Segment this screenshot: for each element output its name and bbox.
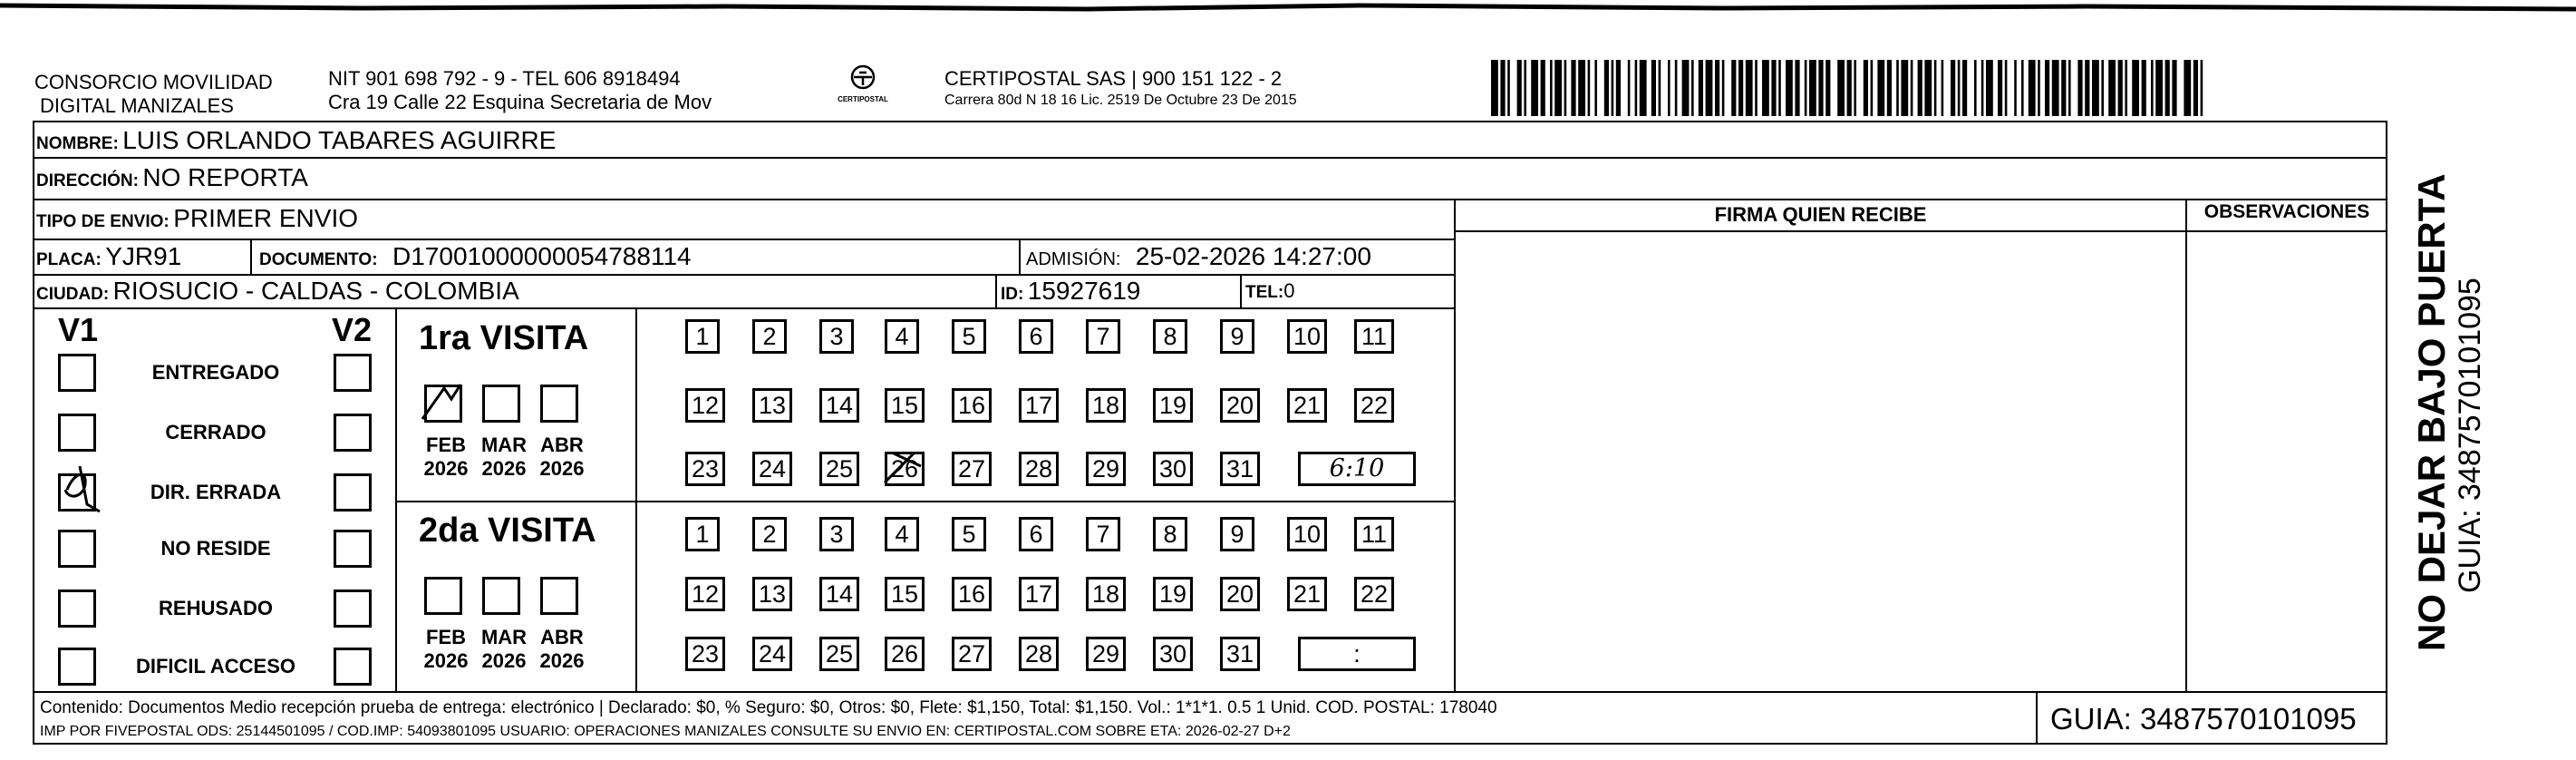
day-box[interactable]: 7 [1086, 517, 1120, 551]
barcode-bar [1958, 60, 1961, 116]
day-box[interactable]: 29 [1086, 637, 1126, 671]
barcode-bar [2184, 60, 2191, 116]
day-box[interactable]: 1 [685, 319, 720, 354]
first-visit-title: 1ra VISITA [419, 319, 589, 357]
v1-checkbox[interactable] [58, 414, 96, 452]
day-box[interactable]: 30 [1153, 637, 1193, 671]
barcode-bar [2077, 60, 2082, 116]
admision-cell: ADMISIÓN: 25-02-2026 14:27:00 [1026, 242, 1371, 270]
barcode-bar [1524, 60, 1526, 116]
day-box[interactable]: 11 [1354, 319, 1394, 354]
day-box[interactable]: 6 [1019, 319, 1053, 354]
sender-info: NIT 901 698 792 - 9 - TEL 606 8918494 Cra 19 Calle 22 Esquina Secretaria de Mov [328, 67, 712, 113]
day-box[interactable]: 23 [685, 637, 725, 671]
side-text [2411, 143, 2487, 651]
day-box[interactable]: 7 [1086, 319, 1120, 354]
month-label: ABR [540, 626, 584, 648]
barcode-bar [1825, 60, 1830, 116]
day-box[interactable]: 31 [1220, 637, 1260, 671]
barcode-bar [2193, 60, 2198, 116]
day-box[interactable]: 16 [952, 388, 992, 423]
day-box[interactable]: 6 [1019, 517, 1053, 551]
barcode-bar [1896, 60, 1899, 116]
documento-cell: DOCUMENTO: D17001000000054788114 [259, 242, 692, 270]
day-box[interactable]: 2 [752, 319, 787, 354]
month-label: MAR [480, 434, 528, 456]
documento-value: D17001000000054788114 [392, 242, 692, 270]
day-box[interactable]: 9 [1220, 319, 1254, 354]
barcode-bar [1682, 60, 1690, 116]
barcode-bar [1786, 60, 1793, 116]
barcode-bar [2132, 60, 2139, 116]
barcode-bar [1491, 60, 1498, 116]
status-option-label: DIFICIL ACCESO [135, 655, 295, 677]
barcode-bar [1571, 60, 1575, 116]
barcode-bar [1550, 60, 1553, 116]
barcode-bar [1731, 60, 1736, 116]
barcode-bar [1588, 60, 1591, 116]
direccion-row: DIRECCIÓN: NO REPORTA [36, 163, 308, 191]
ciudad-cell: CIUDAD: RIOSUCIO - CALDAS - COLOMBIA [36, 277, 519, 305]
day-box[interactable]: 28 [1019, 452, 1059, 486]
status-option-label: DIR. ERRADA [150, 481, 282, 503]
day-box[interactable]: 3 [819, 517, 854, 551]
tel-value: 0 [1283, 279, 1295, 302]
day-box[interactable]: 8 [1153, 517, 1187, 551]
v2-checkbox[interactable] [334, 473, 372, 512]
day-box[interactable]: 17 [1019, 388, 1059, 423]
id-value: 15927619 [1027, 277, 1141, 305]
day-box[interactable]: 13 [752, 388, 792, 423]
day-box[interactable]: 22 [1354, 388, 1394, 423]
barcode-bar [1640, 60, 1647, 116]
day-box[interactable]: 12 [685, 577, 725, 611]
barcode-bar [2068, 60, 2071, 116]
v2-label: V2 [332, 311, 373, 348]
day-box[interactable]: 10 [1287, 517, 1327, 551]
barcode-bar [1981, 60, 1984, 116]
barcode-bar [1962, 60, 1967, 116]
year-label: 2026 [423, 649, 469, 672]
day-box[interactable]: 19 [1153, 577, 1193, 611]
courier-info: CERTIPOSTAL SAS | 900 151 122 - 2 Carrera 80d N 18 16 Lic. 2519 De Octubre 23 De 2015 [944, 67, 1297, 108]
barcode-bar [1998, 60, 2002, 116]
barcode-bar [1778, 60, 1781, 116]
day-box[interactable]: 26 [885, 452, 925, 486]
day-box[interactable]: 10 [1287, 319, 1327, 354]
barcode-bar [1628, 60, 1631, 116]
barcode-bar [1901, 60, 1908, 116]
day-box[interactable]: 13 [752, 577, 792, 611]
barcode-bar [2021, 60, 2024, 116]
no-dejar-warning: NO DEJAR BAJO PUERTA [2410, 173, 2453, 651]
barcode-bar [1762, 60, 1769, 116]
barcode-bar [2125, 60, 2127, 116]
barcode-bar [1500, 60, 1505, 116]
month-checkbox[interactable] [424, 577, 462, 615]
barcode-bar [2172, 60, 2176, 116]
barcode-bar [2005, 60, 2008, 116]
day-box[interactable]: 30 [1153, 452, 1193, 486]
barcode-bar [2142, 60, 2146, 116]
torn-edge [0, 0, 2576, 18]
barcode-bar [1715, 60, 1719, 116]
certipostal-logo: CERTIPOSTAL [832, 63, 894, 118]
v2-checkbox[interactable] [334, 648, 372, 686]
v2-checkbox[interactable] [334, 530, 372, 568]
year-label: 2026 [539, 649, 585, 672]
v1-checkbox[interactable] [58, 530, 96, 568]
barcode-bar [1847, 60, 1852, 116]
day-box[interactable]: 2 [752, 517, 787, 551]
second-visit-title: 2da VISITA [419, 512, 596, 550]
barcode-bar [2045, 60, 2049, 116]
barcode-bar [2155, 60, 2163, 116]
month-label: MAR [480, 626, 528, 648]
day-box[interactable]: 20 [1220, 577, 1260, 611]
barcode-bar [1517, 60, 1522, 116]
month-checkbox[interactable] [424, 385, 462, 423]
time-box[interactable]: 6:10 [1298, 452, 1416, 486]
year-label: 2026 [481, 649, 527, 672]
tipo-envio-value: PRIMER ENVIO [173, 204, 359, 232]
day-box[interactable]: 31 [1220, 452, 1260, 486]
day-box[interactable]: 27 [952, 637, 992, 671]
barcode-bar [1795, 60, 1799, 116]
day-box[interactable]: 23 [685, 452, 725, 486]
barcode-bar [1746, 60, 1753, 116]
day-box[interactable]: 21 [1287, 577, 1327, 611]
day-box[interactable]: 18 [1086, 388, 1126, 423]
barcode-bar [1837, 60, 1845, 116]
day-box[interactable]: 22 [1354, 577, 1394, 611]
barcode-bar [2085, 60, 2089, 116]
month-checkbox[interactable] [540, 385, 578, 423]
day-box[interactable]: 17 [1019, 577, 1059, 611]
month-checkbox[interactable] [482, 577, 520, 615]
id-cell: ID: 15927619 [1001, 277, 1141, 305]
barcode-bar [2029, 60, 2036, 116]
barcode-bar [2052, 60, 2059, 116]
barcode-bar [2014, 60, 2017, 116]
day-box[interactable]: 4 [885, 517, 919, 551]
ciudad-value: RIOSUCIO - CALDAS - COLOMBIA [112, 277, 519, 305]
barcode-bar [2165, 60, 2170, 116]
observaciones-header: OBSERVACIONES [2203, 201, 2370, 222]
day-box[interactable]: 21 [1287, 388, 1327, 423]
barcode-bar [2061, 60, 2066, 116]
v2-checkbox[interactable] [334, 354, 372, 392]
barcode-bar [2108, 60, 2116, 116]
barcode-bar [1531, 60, 1538, 116]
v1-checkbox[interactable] [58, 473, 96, 512]
barcode-bar [1612, 60, 1614, 116]
v1-checkbox[interactable] [58, 648, 96, 686]
barcode-bar [2201, 60, 2203, 116]
day-box[interactable]: 1 [685, 517, 720, 551]
v1-checkbox[interactable] [58, 589, 96, 628]
barcode-bar [1594, 60, 1597, 116]
firma-header: FIRMA QUIEN RECIBE [1714, 203, 1927, 226]
status-option-label: CERRADO [165, 421, 266, 443]
barcode-bar [1755, 60, 1758, 116]
barcode-bar [1942, 60, 1944, 116]
day-box[interactable]: 16 [952, 577, 992, 611]
day-box[interactable]: 12 [685, 388, 725, 423]
month-checkbox[interactable] [540, 577, 578, 615]
barcode-bar [1541, 60, 1545, 116]
barcode-bar [1691, 60, 1694, 116]
barcode-bar [2092, 60, 2099, 116]
observaciones-area[interactable] [2189, 234, 2385, 687]
sender-name: CONSORCIO MOVILIDAD DIGITAL MANIZALES [34, 71, 273, 117]
barcode-bar [1554, 60, 1562, 116]
year-label: 2026 [539, 457, 585, 480]
barcode-bar [1722, 60, 1725, 116]
barcode-bar [1934, 60, 1937, 116]
barcode-bar [1659, 60, 1661, 116]
barcode-bar [1918, 60, 1922, 116]
barcode-bar [1651, 60, 1656, 116]
footer-guia: GUIA: 3487570101095 [2050, 702, 2357, 736]
barcode-bar [1635, 60, 1638, 116]
barcode-bar [1616, 60, 1621, 116]
barcode-bar [1675, 60, 1678, 116]
day-box[interactable]: 27 [952, 452, 992, 486]
barcode-bar [1507, 60, 1510, 116]
barcode-bar [1771, 60, 1776, 116]
tipo-envio-row: TIPO DE ENVIO: PRIMER ENVIO [36, 204, 359, 232]
barcode-bar [1809, 60, 1816, 116]
day-box[interactable]: 9 [1220, 517, 1254, 551]
barcode-bar [2038, 60, 2040, 116]
barcode-bar [1738, 60, 1743, 116]
barcode-bar [1604, 60, 1609, 116]
day-box[interactable]: 3 [819, 319, 854, 354]
barcode-bar [1854, 60, 1856, 116]
barcode-bar [1864, 60, 1868, 116]
logo-icon [849, 63, 876, 91]
day-box[interactable]: 20 [1220, 388, 1260, 423]
barcode-bar [1818, 60, 1823, 116]
nombre-row: NOMBRE: LUIS ORLANDO TABARES AGUIRRE [36, 126, 557, 154]
day-box[interactable]: 14 [819, 577, 859, 611]
footer-imp: IMP POR FIVEPOSTAL ODS: 25144501095 / COD.IMP: 54093801095 USUARIO: OPERACIONES MANIZALES CONSULTE SU ENVIO EN: CERTIPOSTAL.COM SOBRE ETA: 2026-02-27 D+2 [40, 724, 1291, 739]
barcode-bar [1974, 60, 1977, 116]
barcode [1491, 60, 2207, 116]
barcode-bar [1668, 60, 1671, 116]
barcode-bar [1911, 60, 1913, 116]
barcode-bar [1887, 60, 1892, 116]
day-box[interactable]: 11 [1354, 517, 1394, 551]
barcode-bar [1578, 60, 1585, 116]
day-box[interactable]: 4 [885, 319, 919, 354]
barcode-bar [1877, 60, 1884, 116]
v1-label: V1 [58, 311, 99, 348]
barcode-bar [1871, 60, 1874, 116]
v2-checkbox[interactable] [334, 589, 372, 628]
day-box[interactable]: 25 [819, 637, 859, 671]
day-box[interactable]: 15 [885, 388, 925, 423]
day-box[interactable]: 26 [885, 637, 925, 671]
time-box[interactable]: : [1298, 637, 1416, 671]
month-label: ABR [540, 434, 584, 456]
year-label: 2026 [423, 457, 469, 480]
day-box[interactable]: 29 [1086, 452, 1126, 486]
side-guia: GUIA: 3487570101095 [2453, 278, 2487, 593]
day-box[interactable]: 18 [1086, 577, 1126, 611]
day-box[interactable]: 15 [885, 577, 925, 611]
day-box[interactable]: 19 [1153, 388, 1193, 423]
direccion-value: NO REPORTA [142, 163, 308, 191]
month-checkbox[interactable] [482, 385, 520, 423]
day-box[interactable]: 8 [1153, 319, 1187, 354]
barcode-bar [1924, 60, 1932, 116]
status-option-label: ENTREGADO [151, 361, 280, 384]
barcode-bar [1986, 60, 1993, 116]
barcode-bar [1564, 60, 1567, 116]
tel-cell: TEL:0 [1245, 279, 1295, 302]
day-box[interactable]: 14 [819, 388, 859, 423]
v2-checkbox[interactable] [334, 414, 372, 452]
barcode-bar [2101, 60, 2104, 116]
month-label: FEB [426, 434, 466, 456]
signature-area[interactable] [1457, 234, 2183, 687]
barcode-bar [2151, 60, 2154, 116]
admision-value: 25-02-2026 14:27:00 [1135, 242, 1371, 270]
year-label: 2026 [481, 457, 527, 480]
day-box[interactable]: 28 [1019, 637, 1059, 671]
barcode-bar [1699, 60, 1703, 116]
placa-value: YJR91 [105, 242, 182, 270]
v1-checkbox[interactable] [58, 354, 96, 392]
footer-contenido: Contenido: Documentos Medio recepción prueba de entrega: electrónico | Declarado: $0, % Seguro: $0, Otros: $0, Flete: $1,150, Total: $1,150. Vol.: 1*1*1. 0.5 1 Unid. COD. POSTAL: 178040 [40, 698, 1497, 717]
day-box[interactable]: 5 [952, 517, 986, 551]
status-option-label: NO RESIDE [160, 537, 271, 560]
day-box[interactable]: 5 [952, 319, 986, 354]
status-option-label: REHUSADO [159, 597, 273, 619]
barcode-bar [1805, 60, 1807, 116]
month-label: FEB [426, 626, 466, 648]
day-box[interactable]: 24 [752, 452, 792, 486]
barcode-bar [2118, 60, 2123, 116]
day-box[interactable]: 24 [752, 637, 792, 671]
nombre-value: LUIS ORLANDO TABARES AGUIRRE [122, 126, 557, 154]
barcode-bar [1951, 60, 1955, 116]
day-box[interactable]: 25 [819, 452, 859, 486]
barcode-bar [1706, 60, 1713, 116]
placa-cell: PLACA: YJR91 [36, 242, 182, 270]
